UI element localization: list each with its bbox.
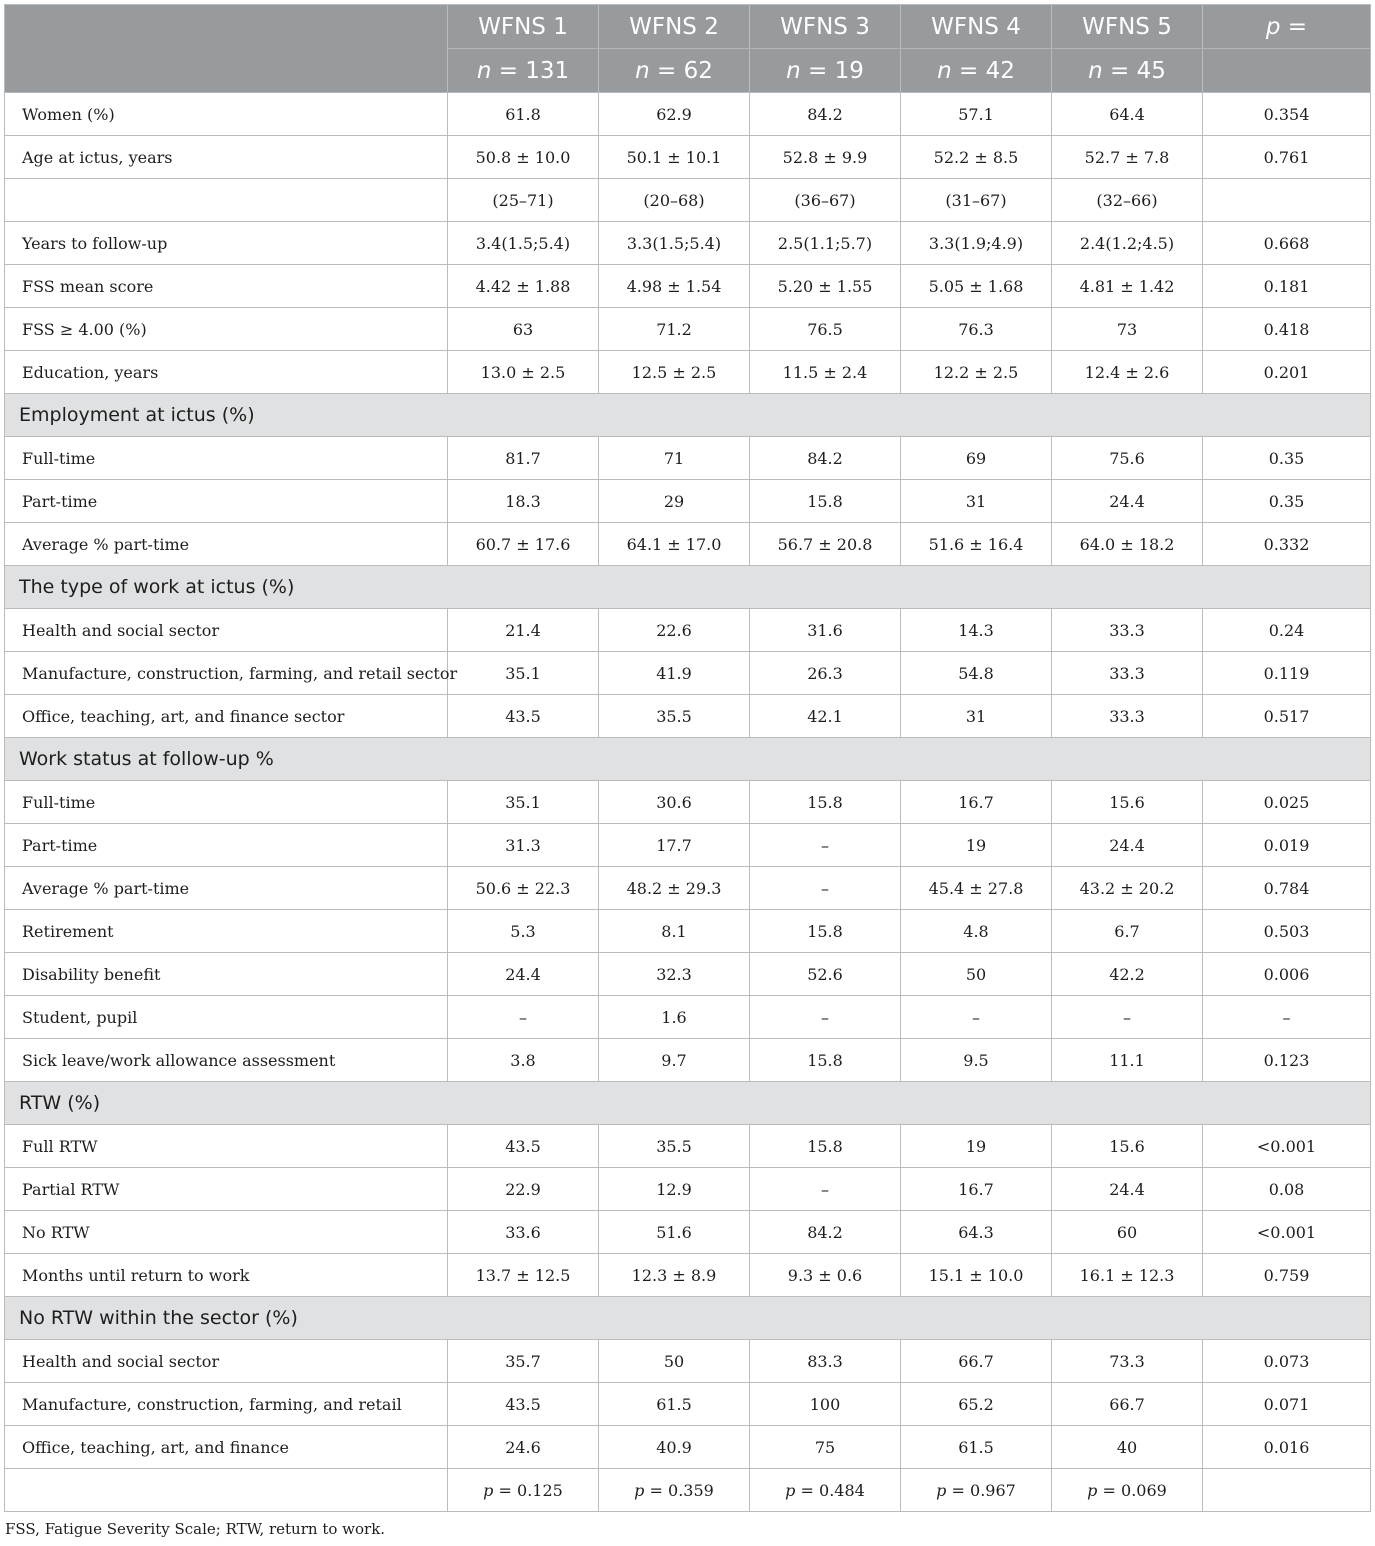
value-cell: 5.20 ± 1.55 [750, 265, 901, 308]
value-cell: 3.3(1.9;4.9) [901, 222, 1052, 265]
value-cell: 48.2 ± 29.3 [599, 867, 750, 910]
row-label: Age at ictus, years [5, 136, 448, 179]
value-cell: 64.0 ± 18.2 [1052, 523, 1203, 566]
value-cell: 4.42 ± 1.88 [448, 265, 599, 308]
section-heading: Employment at ictus (%) [5, 394, 1371, 437]
value-cell: 66.7 [901, 1340, 1052, 1383]
row-label [5, 179, 448, 222]
row-label: Sick leave/work allowance assessment [5, 1039, 448, 1082]
table-row [5, 222, 1371, 265]
value-cell: 30.6 [599, 781, 750, 824]
value-cell: 43.5 [448, 1383, 599, 1426]
p-value-cell: <0.001 [1203, 1211, 1371, 1254]
value-cell: – [750, 1168, 901, 1211]
section-heading: No RTW within the sector (%) [5, 1297, 1371, 1340]
value-cell: 84.2 [750, 1211, 901, 1254]
p-value-cell: 0.181 [1203, 265, 1371, 308]
header-p-value: p = [1203, 5, 1371, 49]
value-cell: (25–71) [448, 179, 599, 222]
value-cell: 9.3 ± 0.6 [750, 1254, 901, 1297]
value-cell: 75 [750, 1426, 901, 1469]
header-p-blank [1203, 49, 1371, 93]
value-cell: 1.6 [599, 996, 750, 1039]
header-group-n: n = 45 [1052, 49, 1203, 93]
value-cell: 2.4(1.2;4.5) [1052, 222, 1203, 265]
row-label: No RTW [5, 1211, 448, 1254]
table-row [5, 1383, 1371, 1426]
p-value-cell: 0.517 [1203, 695, 1371, 738]
section-heading: RTW (%) [5, 1082, 1371, 1125]
value-cell: 16.7 [901, 1168, 1052, 1211]
row-label: Months until return to work [5, 1254, 448, 1297]
value-cell: 3.3(1.5;5.4) [599, 222, 750, 265]
row-label: Retirement [5, 910, 448, 953]
value-cell: 56.7 ± 20.8 [750, 523, 901, 566]
row-label: Manufacture, construction, farming, and retail sector [5, 652, 448, 695]
value-cell: 33.3 [1052, 609, 1203, 652]
row-label: Partial RTW [5, 1168, 448, 1211]
value-cell: 60.7 ± 17.6 [448, 523, 599, 566]
p-value-cell: 0.019 [1203, 824, 1371, 867]
value-cell: 15.6 [1052, 1125, 1203, 1168]
value-cell: – [901, 996, 1052, 1039]
row-label: Average % part-time [5, 523, 448, 566]
value-cell: 50.1 ± 10.1 [599, 136, 750, 179]
value-cell: 76.5 [750, 308, 901, 351]
value-cell: 60 [1052, 1211, 1203, 1254]
section-row [5, 1082, 1371, 1125]
group-p-value-cell: p = 0.484 [750, 1469, 901, 1512]
value-cell: 3.8 [448, 1039, 599, 1082]
value-cell: 15.8 [750, 1039, 901, 1082]
value-cell: 64.3 [901, 1211, 1052, 1254]
table-row [5, 265, 1371, 308]
p-value-cell: 0.668 [1203, 222, 1371, 265]
row-label: Part-time [5, 824, 448, 867]
value-cell: 83.3 [750, 1340, 901, 1383]
section-heading: Work status at follow-up % [5, 738, 1371, 781]
value-cell: 22.6 [599, 609, 750, 652]
value-cell: 24.4 [1052, 480, 1203, 523]
value-cell: 52.6 [750, 953, 901, 996]
table-row [5, 351, 1371, 394]
p-value-cell: 0.119 [1203, 652, 1371, 695]
table-row [5, 93, 1371, 136]
value-cell: 50.6 ± 22.3 [448, 867, 599, 910]
group-p-value-cell: p = 0.069 [1052, 1469, 1203, 1512]
row-label: Manufacture, construction, farming, and retail [5, 1383, 448, 1426]
value-cell: 100 [750, 1383, 901, 1426]
header-group-n: n = 19 [750, 49, 901, 93]
table-row [5, 437, 1371, 480]
value-cell: – [750, 996, 901, 1039]
value-cell: 63 [448, 308, 599, 351]
results-table [4, 4, 1371, 1512]
value-cell: 45.4 ± 27.8 [901, 867, 1052, 910]
group-p-value-cell: p = 0.967 [901, 1469, 1052, 1512]
table-row [5, 1211, 1371, 1254]
value-cell: 75.6 [1052, 437, 1203, 480]
table-row [5, 179, 1371, 222]
value-cell: 16.7 [901, 781, 1052, 824]
value-cell: (32–66) [1052, 179, 1203, 222]
value-cell: – [1052, 996, 1203, 1039]
group-p-value-cell: p = 0.359 [599, 1469, 750, 1512]
p-value-cell: 0.24 [1203, 609, 1371, 652]
section-row [5, 738, 1371, 781]
value-cell: 24.6 [448, 1426, 599, 1469]
p-value-cell: 0.332 [1203, 523, 1371, 566]
table-row [5, 910, 1371, 953]
row-label: Office, teaching, art, and finance [5, 1426, 448, 1469]
row-label: Full-time [5, 437, 448, 480]
table-row [5, 695, 1371, 738]
p-value-cell: 0.418 [1203, 308, 1371, 351]
value-cell: 15.1 ± 10.0 [901, 1254, 1052, 1297]
value-cell: 8.1 [599, 910, 750, 953]
value-cell: 31.6 [750, 609, 901, 652]
table-row [5, 308, 1371, 351]
value-cell: 13.7 ± 12.5 [448, 1254, 599, 1297]
value-cell: 24.4 [1052, 1168, 1203, 1211]
value-cell: 40 [1052, 1426, 1203, 1469]
value-cell: 43.5 [448, 1125, 599, 1168]
table-row [5, 480, 1371, 523]
table-row [5, 1340, 1371, 1383]
value-cell: 5.3 [448, 910, 599, 953]
p-value-cell: 0.761 [1203, 136, 1371, 179]
value-cell: 26.3 [750, 652, 901, 695]
row-label: Disability benefit [5, 953, 448, 996]
table-body [5, 93, 1371, 1512]
section-row [5, 566, 1371, 609]
value-cell: 64.4 [1052, 93, 1203, 136]
value-cell: 11.1 [1052, 1039, 1203, 1082]
p-value-cell: 0.025 [1203, 781, 1371, 824]
row-label: Full RTW [5, 1125, 448, 1168]
value-cell: 64.1 ± 17.0 [599, 523, 750, 566]
p-value-cell: 0.073 [1203, 1340, 1371, 1383]
value-cell: 17.7 [599, 824, 750, 867]
table-row [5, 1039, 1371, 1082]
value-cell: 42.1 [750, 695, 901, 738]
p-value-cell: 0.784 [1203, 867, 1371, 910]
value-cell: 84.2 [750, 93, 901, 136]
row-label: FSS mean score [5, 265, 448, 308]
value-cell: 42.2 [1052, 953, 1203, 996]
table-row [5, 609, 1371, 652]
table-row [5, 867, 1371, 910]
value-cell: 16.1 ± 12.3 [1052, 1254, 1203, 1297]
row-label: Student, pupil [5, 996, 448, 1039]
value-cell: 76.3 [901, 308, 1052, 351]
value-cell: 33.3 [1052, 652, 1203, 695]
value-cell: 21.4 [448, 609, 599, 652]
table-row [5, 523, 1371, 566]
value-cell: 35.5 [599, 695, 750, 738]
p-value-cell: 0.354 [1203, 93, 1371, 136]
value-cell: 24.4 [1052, 824, 1203, 867]
p-value-cell: – [1203, 996, 1371, 1039]
row-label: Full-time [5, 781, 448, 824]
value-cell: 54.8 [901, 652, 1052, 695]
value-cell: 50 [901, 953, 1052, 996]
value-cell: 84.2 [750, 437, 901, 480]
table-row [5, 781, 1371, 824]
value-cell: 66.7 [1052, 1383, 1203, 1426]
value-cell: 19 [901, 824, 1052, 867]
footnote: FSS, Fatigue Severity Scale; RTW, return to work. [5, 1520, 386, 1538]
value-cell: 62.9 [599, 93, 750, 136]
value-cell: 12.4 ± 2.6 [1052, 351, 1203, 394]
row-label: Health and social sector [5, 609, 448, 652]
empty-cell [1203, 1469, 1371, 1512]
table-row [5, 1168, 1371, 1211]
value-cell: (31–67) [901, 179, 1052, 222]
table-row [5, 996, 1371, 1039]
p-value-cell: <0.001 [1203, 1125, 1371, 1168]
value-cell: 73 [1052, 308, 1203, 351]
header-group-name: WFNS 2 [599, 5, 750, 49]
p-value-cell: 0.08 [1203, 1168, 1371, 1211]
value-cell: 31 [901, 695, 1052, 738]
value-cell: 61.5 [599, 1383, 750, 1426]
value-cell: 29 [599, 480, 750, 523]
value-cell: 51.6 [599, 1211, 750, 1254]
header-group-n: n = 131 [448, 49, 599, 93]
value-cell: 43.5 [448, 695, 599, 738]
row-label: Women (%) [5, 93, 448, 136]
value-cell: 6.7 [1052, 910, 1203, 953]
header-group-name: WFNS 3 [750, 5, 901, 49]
value-cell: 35.1 [448, 781, 599, 824]
header-group-n: n = 42 [901, 49, 1052, 93]
row-label: Health and social sector [5, 1340, 448, 1383]
value-cell: – [750, 867, 901, 910]
value-cell: 50 [599, 1340, 750, 1383]
row-label: Years to follow-up [5, 222, 448, 265]
value-cell: 22.9 [448, 1168, 599, 1211]
row-label: Average % part-time [5, 867, 448, 910]
value-cell: 51.6 ± 16.4 [901, 523, 1052, 566]
value-cell: 12.2 ± 2.5 [901, 351, 1052, 394]
value-cell: 61.5 [901, 1426, 1052, 1469]
row-label: Part-time [5, 480, 448, 523]
row-label [5, 1469, 448, 1512]
p-value-cell [1203, 179, 1371, 222]
value-cell: 15.8 [750, 480, 901, 523]
value-cell: – [448, 996, 599, 1039]
value-cell: 43.2 ± 20.2 [1052, 867, 1203, 910]
value-cell: 33.6 [448, 1211, 599, 1254]
table-row [5, 1254, 1371, 1297]
table-row [5, 652, 1371, 695]
p-value-cell: 0.759 [1203, 1254, 1371, 1297]
row-label: Office, teaching, art, and finance sector [5, 695, 448, 738]
value-cell: 11.5 ± 2.4 [750, 351, 901, 394]
value-cell: 69 [901, 437, 1052, 480]
table-header [5, 5, 1371, 93]
value-cell: 12.3 ± 8.9 [599, 1254, 750, 1297]
p-value-cell: 0.35 [1203, 480, 1371, 523]
table-row [5, 1125, 1371, 1168]
value-cell: 52.8 ± 9.9 [750, 136, 901, 179]
p-value-cell: 0.123 [1203, 1039, 1371, 1082]
value-cell: 24.4 [448, 953, 599, 996]
value-cell: 19 [901, 1125, 1052, 1168]
value-cell: 15.8 [750, 781, 901, 824]
value-cell: 81.7 [448, 437, 599, 480]
table-row-group-p-values [5, 1469, 1371, 1512]
row-label: Education, years [5, 351, 448, 394]
header-group-name: WFNS 4 [901, 5, 1052, 49]
value-cell: (20–68) [599, 179, 750, 222]
value-cell: 40.9 [599, 1426, 750, 1469]
section-row [5, 1297, 1371, 1340]
table-row [5, 1426, 1371, 1469]
value-cell: (36–67) [750, 179, 901, 222]
value-cell: 71 [599, 437, 750, 480]
p-value-cell: 0.35 [1203, 437, 1371, 480]
value-cell: 35.7 [448, 1340, 599, 1383]
value-cell: 2.5(1.1;5.7) [750, 222, 901, 265]
table-row [5, 953, 1371, 996]
group-p-value-cell: p = 0.125 [448, 1469, 599, 1512]
header-group-name: WFNS 5 [1052, 5, 1203, 49]
value-cell: 15.8 [750, 910, 901, 953]
value-cell: 33.3 [1052, 695, 1203, 738]
value-cell: 31 [901, 480, 1052, 523]
p-value-cell: 0.201 [1203, 351, 1371, 394]
value-cell: 41.9 [599, 652, 750, 695]
table-row [5, 136, 1371, 179]
value-cell: 35.5 [599, 1125, 750, 1168]
section-row [5, 394, 1371, 437]
value-cell: 65.2 [901, 1383, 1052, 1426]
value-cell: 52.7 ± 7.8 [1052, 136, 1203, 179]
table-row [5, 824, 1371, 867]
value-cell: 15.6 [1052, 781, 1203, 824]
value-cell: 4.81 ± 1.42 [1052, 265, 1203, 308]
header-blank-cell [5, 5, 448, 93]
value-cell: 50.8 ± 10.0 [448, 136, 599, 179]
value-cell: 61.8 [448, 93, 599, 136]
p-value-cell: 0.006 [1203, 953, 1371, 996]
value-cell: 9.5 [901, 1039, 1052, 1082]
value-cell: 14.3 [901, 609, 1052, 652]
value-cell: 15.8 [750, 1125, 901, 1168]
p-value-cell: 0.016 [1203, 1426, 1371, 1469]
value-cell: 3.4(1.5;5.4) [448, 222, 599, 265]
value-cell: 31.3 [448, 824, 599, 867]
value-cell: 12.9 [599, 1168, 750, 1211]
value-cell: 35.1 [448, 652, 599, 695]
value-cell: 18.3 [448, 480, 599, 523]
value-cell: – [750, 824, 901, 867]
p-value-cell: 0.071 [1203, 1383, 1371, 1426]
value-cell: 13.0 ± 2.5 [448, 351, 599, 394]
value-cell: 52.2 ± 8.5 [901, 136, 1052, 179]
value-cell: 73.3 [1052, 1340, 1203, 1383]
value-cell: 57.1 [901, 93, 1052, 136]
value-cell: 71.2 [599, 308, 750, 351]
section-heading: The type of work at ictus (%) [5, 566, 1371, 609]
p-value-cell: 0.503 [1203, 910, 1371, 953]
value-cell: 9.7 [599, 1039, 750, 1082]
row-label: FSS ≥ 4.00 (%) [5, 308, 448, 351]
value-cell: 4.98 ± 1.54 [599, 265, 750, 308]
value-cell: 5.05 ± 1.68 [901, 265, 1052, 308]
value-cell: 4.8 [901, 910, 1052, 953]
value-cell: 12.5 ± 2.5 [599, 351, 750, 394]
value-cell: 32.3 [599, 953, 750, 996]
header-group-name: WFNS 1 [448, 5, 599, 49]
header-group-n: n = 62 [599, 49, 750, 93]
